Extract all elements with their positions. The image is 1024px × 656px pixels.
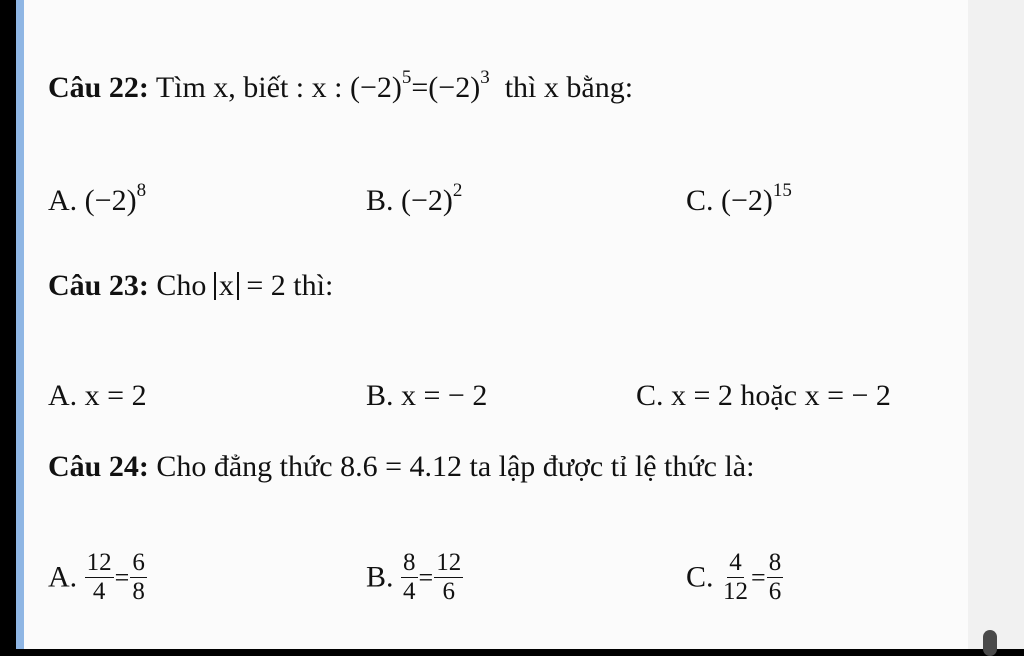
right-margin bbox=[968, 0, 1024, 649]
left-accent-bar bbox=[16, 0, 24, 649]
question-text: Cho bbox=[156, 269, 207, 302]
absolute-value: x bbox=[214, 272, 239, 300]
fraction: $\frac{6}{8}$ bbox=[132, 549, 145, 605]
question-24 bbox=[48, 449, 754, 485]
question-22 bbox=[48, 67, 634, 106]
q24-option-b[interactable]: B. $\frac{8}{4}$ = $\frac{12}{6}$ bbox=[366, 549, 462, 605]
scroll-indicator[interactable] bbox=[983, 630, 997, 656]
q24-option-a[interactable]: A. $\frac{12}{4}$ = $\frac{6}{8}$ bbox=[48, 549, 145, 605]
q22-option-a[interactable]: A. $(-2)^8$ bbox=[48, 180, 147, 217]
question-number: Câu 22: bbox=[48, 71, 149, 104]
q23-option-c[interactable]: C. x = 2 hoặc x = − 2 bbox=[636, 379, 891, 412]
question-tail: thì x bằng: bbox=[504, 71, 634, 104]
question-number: Câu 24: bbox=[48, 450, 149, 483]
question-number: Câu 23: bbox=[48, 269, 149, 302]
question-tail: thì: bbox=[293, 269, 334, 302]
fraction: $\frac{12}{6}$ bbox=[436, 549, 462, 605]
math-expression: x : $(-2)^5=(-2)^3$ bbox=[311, 67, 490, 104]
fraction: $\frac{8}{4}$ bbox=[403, 549, 416, 605]
fraction: $\frac{4}{12}$ bbox=[723, 549, 749, 605]
fraction: $\frac{12}{4}$ bbox=[86, 549, 112, 605]
fraction: $\frac{8}{6}$ bbox=[768, 549, 782, 605]
q22-option-b[interactable]: B. $(-2)^2$ bbox=[366, 180, 463, 217]
question-text: Tìm x, biết : bbox=[155, 71, 305, 104]
q23-option-b[interactable]: B. x = − 2 bbox=[366, 379, 488, 412]
question-text: Cho đẳng thức 8.6 = 4.12 ta lập được tỉ lệ thức là: bbox=[156, 450, 755, 483]
math-expression: = 2 bbox=[246, 269, 286, 302]
q24-option-c[interactable]: C. $\frac{4}{12}$ = $\frac{8}{6}$ bbox=[686, 549, 782, 605]
q23-option-a[interactable]: A. x = 2 bbox=[48, 379, 147, 412]
q22-option-c[interactable]: C. $(-2)^{15}$ bbox=[686, 180, 792, 217]
question-23 bbox=[48, 268, 333, 304]
